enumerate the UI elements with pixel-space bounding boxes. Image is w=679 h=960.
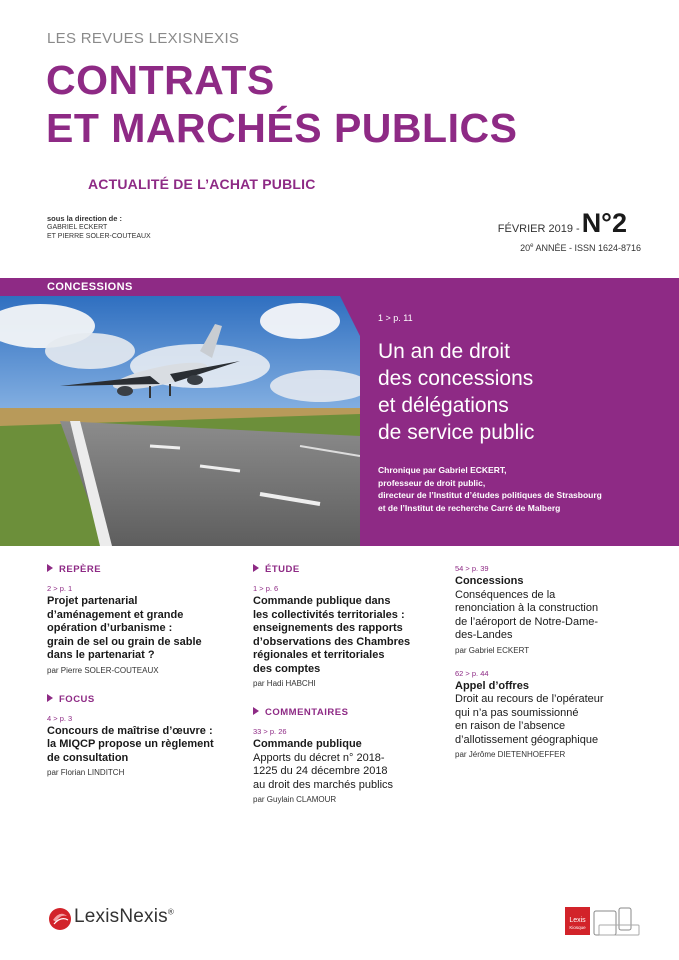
lexisnexis-logo-text: LexisNexis® [74, 906, 174, 927]
feature-category: CONCESSIONS [47, 281, 133, 293]
article-ref: 54 > p. 39 [455, 564, 489, 573]
chronicle-line: directeur de l’Institut d’études politiques de Strasbourg [378, 490, 602, 500]
direction-name-2: ET PIERRE SOLER-COUTEAUX [47, 233, 151, 240]
article-ref: 62 > p. 44 [455, 668, 489, 678]
title-line-1: CONTRATS [46, 57, 275, 103]
triangle-icon [47, 564, 53, 572]
article-body: Conséquences de la renonciation à la construction de l’aéroport de Notre-Dame- des-Landes [455, 588, 599, 641]
journal-subtitle: ACTUALITÉ DE L’ACHAT PUBLIC [88, 176, 316, 192]
article-author: par Hadi HABCHI [253, 679, 316, 688]
article-title: Commande publique [253, 738, 362, 750]
feature-title [378, 338, 648, 446]
issue-date: FÉVRIER 2019 - [497, 223, 580, 235]
issue-issn: ANNÉE - ISSN 1624-8716 [533, 243, 641, 253]
article-ref: 33 > p. 26 [253, 727, 287, 736]
badge-line-1: Lexis [569, 917, 586, 924]
lexisnexis-logo-icon [48, 906, 72, 932]
photo-notch [340, 296, 362, 546]
section-heading-commentaires: COMMENTAIRES [253, 707, 433, 718]
article-ref: 1 > p. 6 [253, 584, 279, 593]
article-title: Commande publique dans les collectivités territoriales : enseignements des rapports d’observations des Chambres régionales et territoriales des comptes [253, 595, 411, 675]
column-2 [253, 564, 433, 804]
chronicle-line: Chronique par Gabriel ECKERT, [378, 465, 507, 475]
article-body: Droit au recours de l’opérateur qui n’a pas soumissionné en raison de l’absence d’allotissement géographique [455, 693, 604, 746]
feature-chronicle [378, 464, 668, 514]
article-ref: 2 > p. 1 [47, 584, 73, 593]
direction-name-1: GABRIEL ECKERT [47, 224, 108, 231]
feature-title-line: de service public [378, 421, 535, 444]
editorial-direction [47, 214, 151, 241]
article-title: Appel d’offres [455, 679, 529, 692]
triangle-icon [253, 707, 259, 715]
series-name: LES REVUES LEXISNEXIS [47, 30, 240, 47]
badge-line-2: Kiosque [569, 925, 586, 930]
triangle-icon [253, 564, 259, 572]
article-ref: 4 > p. 3 [47, 713, 73, 723]
column-1 [47, 564, 227, 777]
feature-title-line: Un an de droit [378, 340, 510, 363]
airplane-photo [0, 296, 360, 546]
issue-year-num: 20 [520, 243, 531, 253]
chronicle-line: professeur de droit public, [378, 477, 486, 488]
section-heading-etude: ÉTUDE [253, 564, 433, 575]
issue-info [520, 243, 641, 253]
article-author: par Pierre SOLER-COUTEAUX [47, 665, 159, 675]
article-author: par Guylain CLAMOUR [253, 795, 337, 804]
lexis-kiosque-devices-icon [565, 905, 640, 937]
article-title: Concessions [455, 575, 524, 587]
article-author: par Gabriel ECKERT [455, 645, 530, 655]
airplane-photo-illustration [0, 296, 360, 546]
issue-number: N°2 [581, 208, 627, 238]
article-body: Apports du décret n° 2018- 1225 du 24 décembre 2018 au droit des marchés publics [253, 751, 394, 791]
issue-block [498, 208, 627, 239]
column-3 [455, 564, 655, 759]
triangle-icon [47, 694, 53, 702]
direction-label: sous la direction de : [47, 214, 123, 223]
article-title: Concours de maîtrise d’œuvre : la MIQCP propose un règlement de consultation [47, 724, 214, 764]
article-author: par Florian LINDITCH [47, 768, 125, 777]
feature-title-line: et délégations [378, 394, 509, 417]
chronicle-line: et de l’Institut de recherche Carré de Malberg [378, 502, 561, 513]
section-heading-repere: REPÈRE [47, 564, 227, 575]
journal-title [46, 56, 517, 152]
title-line-2: ET MARCHÉS PUBLICS [46, 105, 518, 151]
article-author: par Jérôme DIETENHOEFFER [455, 750, 566, 759]
feature-ref: 1 > p. 11 [378, 313, 413, 323]
article-title: Projet partenarial d’aménagement et grande opération d’urbanisme : grain de sel ou grain de sable dans le partenariat ? [47, 595, 202, 661]
issue-year-sup: e [530, 243, 534, 249]
section-heading-focus: FOCUS [47, 694, 227, 705]
feature-title-line: des concessions [378, 367, 534, 390]
